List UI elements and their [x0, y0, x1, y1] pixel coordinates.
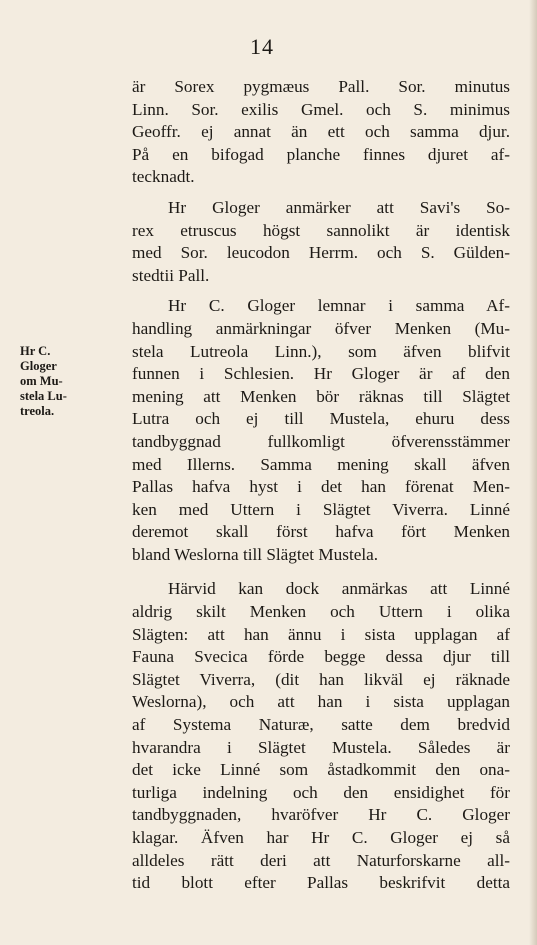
text-line: stela Lutreola Linn.), som äfven blifvit — [132, 341, 510, 361]
text-line: Hr Gloger anmärker att Savi's So- — [168, 197, 510, 217]
text-line: bland Weslorna till Slägtet Mustela. — [132, 544, 379, 564]
margin-note-line: om Mu- — [20, 374, 63, 388]
margin-note-line: treola. — [20, 404, 55, 418]
text-line: Weslorna), och att han i sista upplagan — [132, 692, 510, 712]
text-line: Geoffr. ej annat än ett och samma djur. — [132, 122, 510, 142]
text-line: klagar. Äfven har Hr C. Gloger ej så — [132, 828, 510, 847]
text-line: Fauna Svecica förde begge dessa djur till — [132, 647, 510, 667]
text-line: tecknadt. — [132, 167, 195, 187]
page-edge — [529, 0, 537, 945]
margin-note-line: Hr C. — [20, 344, 51, 358]
text-line: mening att Menken bör räknas till Slägtet — [132, 386, 510, 406]
text-line: stedtii Pall. — [132, 265, 210, 285]
body-text — [132, 76, 510, 895]
text-line: med Sor. leucodon Herrm. och S. Gülden- — [132, 243, 510, 263]
text-line: Pallas hafva hyst i det han förenat Men- — [132, 477, 510, 497]
margin-note-line: stela Lu- — [20, 389, 67, 403]
text-line: Slägten: att han ännu i sista upplagan af — [132, 624, 510, 644]
text-line: alldeles rätt deri att Naturforskarne all- — [132, 850, 510, 870]
text-line: ken med Uttern i Slägtet Viverra. Linné — [132, 499, 510, 519]
text-line: af Systema Naturæ, satte dem bredvid — [132, 715, 510, 735]
text-line: rex etruscus högst sannolikt är identisk — [132, 220, 510, 240]
text-line: tid blott efter Pallas beskrifvit detta — [132, 873, 510, 893]
text-line: är Sorex pygmæus Pall. Sor. minutus — [132, 77, 510, 96]
margin-note-line: Gloger — [20, 359, 57, 373]
text-line: Hr C. Gloger lemnar i samma Af- — [168, 296, 510, 316]
margin-note — [20, 344, 130, 419]
text-line: Lutra och ej till Mustela, ehuru dess — [132, 409, 510, 429]
text-line: aldrig skilt Menken och Uttern i olika — [132, 602, 510, 622]
text-line: tandbyggnad fullkomligt öfverensstämmer — [132, 431, 510, 451]
text-line: handling anmärkningar öfver Menken (Mu- — [132, 318, 510, 338]
text-line: Härvid kan dock anmärkas att Linné — [168, 579, 510, 599]
text-line: turliga indelning och den ensidighet för — [132, 782, 510, 802]
text-line: tandbyggnaden, hvaröfver Hr C. Gloger — [132, 805, 510, 825]
text-line: deremot skall först hafva fört Menken — [132, 522, 510, 542]
text-line: hvarandra i Slägtet Mustela. Således är — [132, 737, 510, 757]
text-line: Linn. Sor. exilis Gmel. och S. minimus — [132, 99, 510, 119]
text-line: funnen i Schlesien. Hr Gloger är af den — [132, 364, 510, 384]
text-line: På en bifogad planche finnes djuret af- — [132, 144, 510, 164]
text-line: med Illerns. Samma mening skall äfven — [132, 454, 510, 474]
text-line: Slägtet Viverra, (dit han likväl ej räknade — [132, 669, 510, 689]
page-number: 14 — [250, 34, 274, 59]
text-line: det icke Linné som åstadkommit den ona- — [132, 760, 510, 780]
